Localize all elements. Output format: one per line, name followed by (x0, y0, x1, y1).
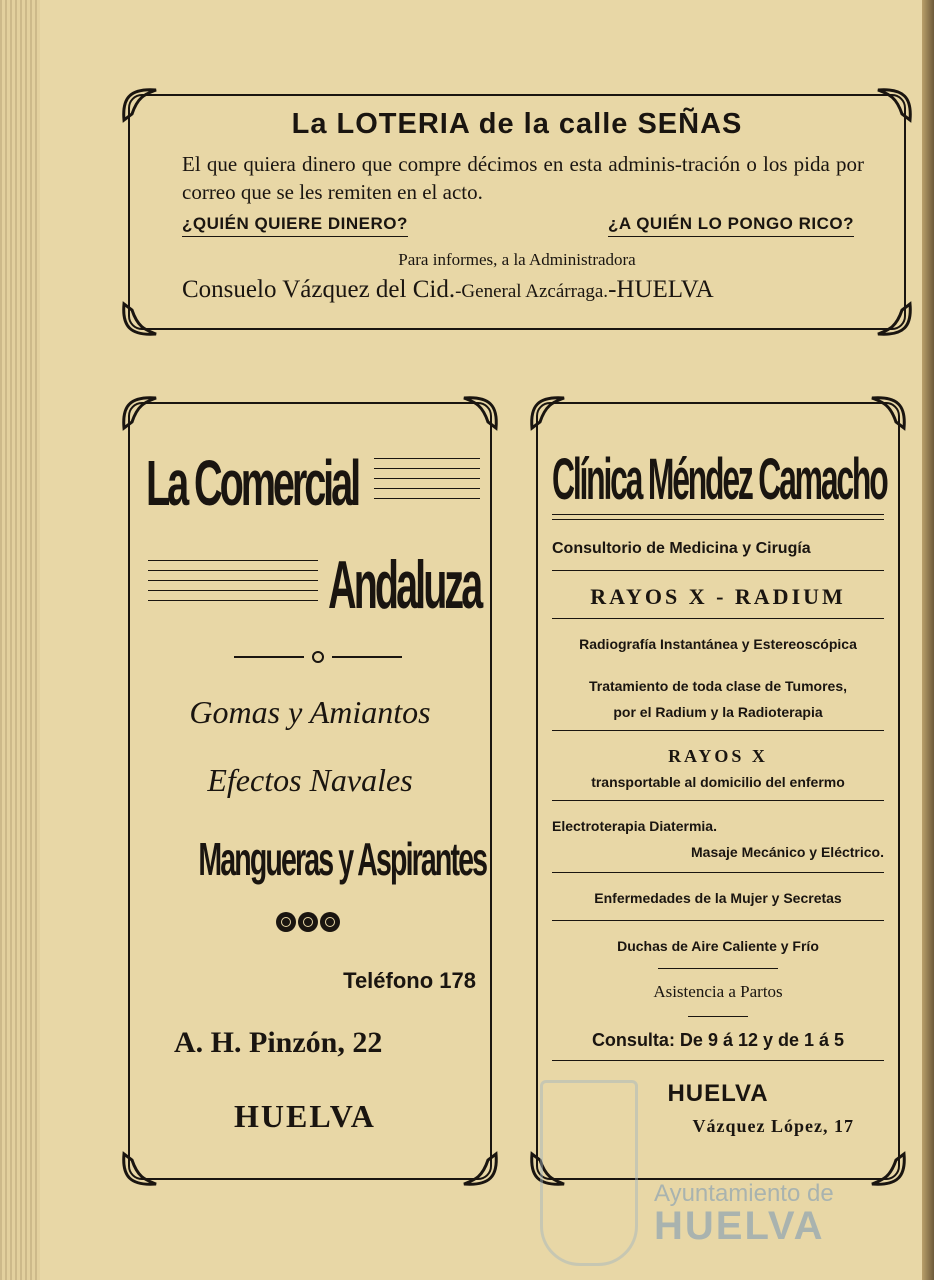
loteria-ad (128, 94, 906, 330)
watermark-line-2: HUELVA (654, 1204, 825, 1248)
corner-ornament-icon (460, 392, 500, 432)
divider (552, 1060, 884, 1061)
clinica-masaje: Masaje Mecánico y Eléctrico. (691, 844, 884, 860)
divider (552, 514, 884, 520)
corner-ornament-icon (120, 300, 160, 340)
divider (552, 872, 884, 873)
clinica-consultorio: Consultorio de Medicina y Cirugía (552, 540, 811, 557)
loteria-contact-name: Consuelo Vázquez del Cid. (182, 276, 456, 303)
corner-ornament-icon (120, 1150, 160, 1190)
divider (552, 618, 884, 619)
ornament-dots-icon (276, 912, 342, 937)
loteria-contact-city: -HUELVA (608, 276, 714, 303)
loteria-contact-street: -General Azcárraga. (455, 281, 609, 302)
loteria-question-2: ¿A QUIÉN LO PONGO RICO? (608, 214, 854, 237)
clinica-tratamiento-2: por el Radium y la Radioterapia (613, 704, 823, 720)
corner-ornament-icon (874, 300, 914, 340)
divider (552, 730, 884, 731)
watermark (654, 1180, 834, 1249)
clinica-duchas: Duchas de Aire Caliente y Frío (617, 938, 819, 954)
corner-ornament-icon (528, 392, 568, 432)
divider-ornament-icon (234, 650, 402, 664)
comercial-title: La Comercial (146, 447, 359, 519)
comercial-phone: Teléfono 178 (343, 968, 476, 993)
comercial-address: A. H. Pinzón, 22 (174, 1026, 383, 1059)
decorative-lines (374, 458, 480, 508)
watermark-shield-icon (540, 1080, 638, 1266)
divider (688, 1016, 748, 1017)
watermark-line-1: Ayuntamiento de (654, 1180, 834, 1207)
loteria-informes: Para informes, a la Administradora (398, 250, 636, 269)
comercial-line-3: Mangueras y Aspirantes (198, 833, 487, 885)
decorative-lines (148, 560, 318, 610)
divider (552, 800, 884, 801)
loteria-body: El que quiera dinero que compre décimos en esta adminis-tración o los pida por correo que se les remiten en el acto. (182, 152, 864, 204)
corner-ornament-icon (868, 392, 908, 432)
divider (552, 570, 884, 571)
loteria-contact (182, 276, 714, 304)
clinica-tratamiento-1: Tratamiento de toda clase de Tumores, (588, 678, 848, 694)
comercial-line-2: Efectos Navales (207, 762, 413, 798)
comercial-line-1: Gomas y Amiantos (189, 694, 431, 730)
divider (552, 920, 884, 921)
loteria-question-1: ¿QUIÉN QUIERE DINERO? (182, 214, 408, 237)
comercial-title-2: Andaluza (327, 547, 480, 623)
clinica-rayos-radium: RAYOS X - RADIUM (590, 584, 846, 609)
clinica-electroterapia: Electroterapia Diatermia. (552, 818, 717, 834)
clinica-consulta: Consulta: De 9 á 12 y de 1 á 5 (591, 1030, 845, 1050)
divider (658, 968, 778, 969)
corner-ornament-icon (868, 1150, 908, 1190)
corner-ornament-icon (120, 392, 160, 432)
clinica-transportable: transportable al domicilio del enfermo (591, 774, 845, 790)
clinica-rayos-x: RAYOS X (668, 746, 768, 766)
loteria-title: La LOTERIA de la calle SEÑAS (291, 108, 743, 140)
corner-ornament-icon (460, 1150, 500, 1190)
page-edge-left (0, 0, 40, 1280)
clinica-enfermedades: Enfermedades de la Mujer y Secretas (594, 890, 842, 906)
clinica-radiografia: Radiografía Instantánea y Estereoscópica (579, 636, 857, 652)
clinica-city: HUELVA (667, 1080, 769, 1107)
clinica-ad (536, 402, 900, 1180)
clinica-address: Vázquez López, 17 (692, 1116, 854, 1136)
comercial-ad (128, 402, 492, 1180)
comercial-city: HUELVA (234, 1098, 376, 1134)
clinica-title: Clínica Méndez Camacho (552, 447, 887, 512)
clinica-partos: Asistencia a Partos (653, 982, 783, 1001)
page-edge-right (922, 0, 934, 1280)
